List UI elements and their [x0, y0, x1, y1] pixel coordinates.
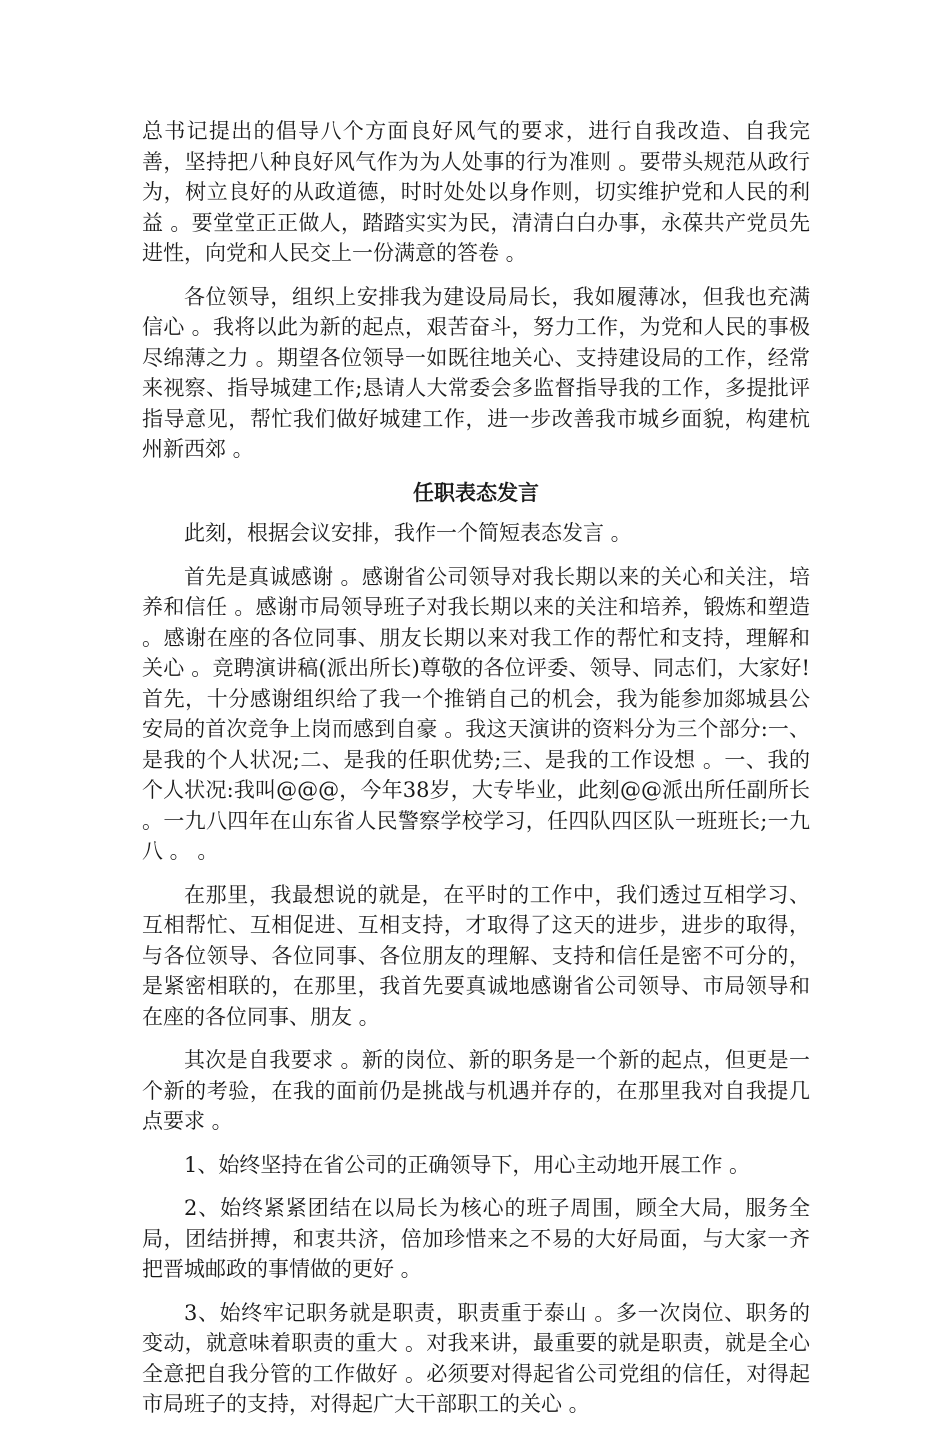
list-item: 2、始终紧紧团结在以局长为核心的班子周围，顾全大局，服务全局，团结拼搏，和衷共济，倍加珍惜来之不易的大好局面，与大家一齐把晋城邮政的事情做的更好 。 — [142, 1196, 810, 1281]
list-item: 1、始终坚持在省公司的正确领导下，用心主动地开展工作 。 — [184, 1152, 751, 1177]
body-paragraph: 其次是自我要求 。新的岗位、新的职务是一个新的起点，但更是一个新的考验，在我的面前仍是挑战与机遇并存的，在那里我对自我提几点要求 。 — [142, 1048, 810, 1133]
intro-paragraph-continuation: 总书记提出的倡导八个方面良好风气的要求，进行自我改造、自我完善，坚持把八种良好风气作为为人处事的行为准则 。要带头规范从政行为，树立良好的从政道德，时时处处以身作则，切实维护党和人民的利益 。要堂堂正正做人，踏踏实实为民，清清白白办事，永葆共产党员先进性，向党和人民交上一份满意的答卷 。 — [142, 119, 810, 265]
intro-paragraph: 各位领导，组织上安排我为建设局局长，我如履薄冰，但我也充满信心 。我将以此为新的起点，艰苦奋斗，努力工作，为党和人民的事极尽绵薄之力 。期望各位领导一如既往地关心、支持建设局的工作，经常来视察、指导城建工作;恳请人大常委会多监督指导我的工作，多提批评指导意见，帮忙我们做好城建工作，进一步改善我市城乡面貌，构建杭州新西郊 。 — [142, 284, 810, 461]
body-paragraph: 此刻，根据会议安排，我作一个简短表态发言 。 — [184, 521, 632, 545]
document-title: 任职表态发言 — [413, 479, 539, 505]
list-item: 3、始终牢记职务就是职责，职责重于泰山 。多一次岗位、职务的变动，就意味着职责的重大 。对我来讲，最重要的就是职责，就是全心全意把自我分管的工作做好 。必须要对得起省公司党组的信任，对得起市局班子的支持，对得起广大干部职工的关心 。 — [142, 1300, 810, 1416]
document-page — [142, 116, 810, 1433]
body-paragraph: 在那里，我最想说的就是，在平时的工作中，我们透过互相学习、互相帮忙、互相促进、互相支持，才取得了这天的进步，进步的取得，与各位领导、各位同事、各位朋友的理解、支持和信任是密不可分的，是紧密相联的，在那里，我首先要真诚地感谢省公司领导、市局领导和在座的各位同事、朋友 。 — [142, 882, 810, 1029]
body-paragraph: 首先是真诚感谢 。感谢省公司领导对我长期以来的关心和关注，培养和信任 。感谢市局领导班子对我长期以来的关注和培养，锻炼和塑造 。感谢在座的各位同事、朋友长期以来对我工作的帮忙和支持，理解和关心 。竞聘演讲稿(派出所长)尊敬的各位评委、领导、同志们，大家好!首先，十分感谢组织给了我一个推销自己的机会，我为能参加郯城县公安局的首次竞争上岗而感到自豪 。我这天演讲的资料分为三个部分:一、是我的个人状况;二、是我的任职优势;三、是我的工作设想 。一、我的个人状况:我叫@@@，今年38岁，大专毕业，此刻@@派出所任副所长 。一九八四年在山东省人民警察学校学习，任四队四区队一班班长;一九八 。 。 — [142, 564, 810, 863]
